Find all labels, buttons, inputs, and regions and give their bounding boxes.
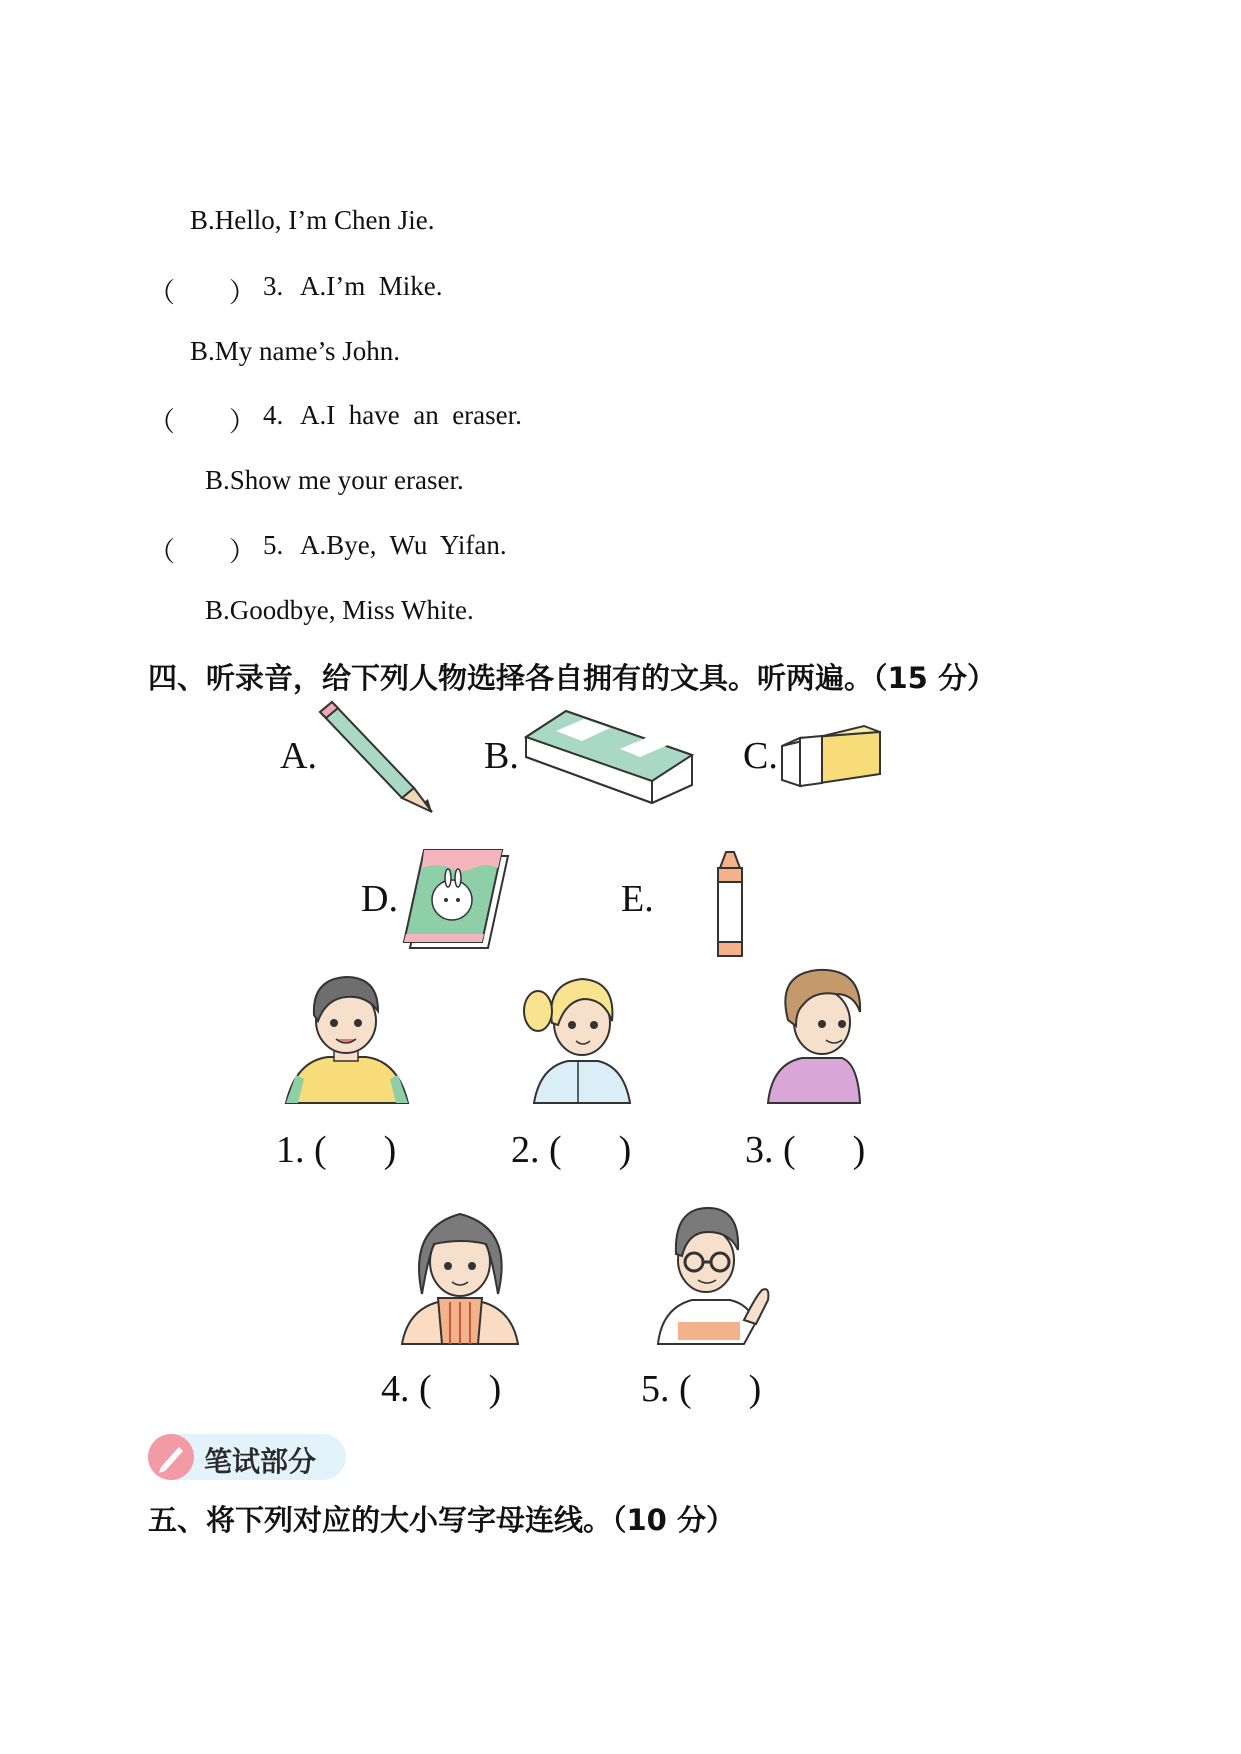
person-answer-3[interactable]: 3. ( ) xyxy=(745,1129,866,1171)
choice-label-c: C. xyxy=(743,735,778,777)
option-a-5: A.Bye, Wu Yifan. xyxy=(300,530,507,560)
option-b-3: B.My name’s John. xyxy=(190,336,401,366)
person-answer-4[interactable]: 4. ( ) xyxy=(381,1368,502,1410)
question-number-5: 5. xyxy=(263,530,284,560)
crayon-icon xyxy=(712,848,748,960)
choice-label-d: D. xyxy=(361,878,398,920)
person-answer-2[interactable]: 2. ( ) xyxy=(511,1129,632,1171)
answer-bracket-4[interactable]: （ ） xyxy=(148,407,256,437)
written-part-badge xyxy=(148,1434,346,1480)
pencil-case-icon xyxy=(518,707,698,807)
person-answer-1[interactable]: 1. ( ) xyxy=(276,1129,397,1171)
question-number-4: 4. xyxy=(263,400,284,430)
girl-blonde-icon xyxy=(520,965,640,1105)
boy-yellow-hoodie-icon xyxy=(282,965,412,1105)
question-number-3: 3. xyxy=(263,271,284,301)
option-b-4: B.Show me your eraser. xyxy=(205,465,464,495)
option-b-5: B.Goodbye, Miss White. xyxy=(205,595,474,625)
option-a-4: A.I have an eraser. xyxy=(300,400,522,430)
choice-label-e: E. xyxy=(621,878,654,920)
notebook-icon xyxy=(400,848,512,958)
section-4-title: 四、听录音，给下列人物选择各自拥有的文具。听两遍。（15 分） xyxy=(148,661,996,695)
section-5-title: 五、将下列对应的大小写字母连线。（10 分） xyxy=(148,1503,735,1537)
boy-curly-hair-icon xyxy=(762,960,874,1105)
option-a-3: A.I’m Mike. xyxy=(300,271,443,301)
option-b-2: B.Hello, I’m Chen Jie. xyxy=(190,205,435,235)
eraser-icon xyxy=(780,722,885,794)
boy-glasses-icon xyxy=(652,1196,774,1346)
pencil-icon xyxy=(310,700,440,815)
choice-label-a: A. xyxy=(280,735,317,777)
written-part-label: 笔试部分 xyxy=(204,1445,317,1478)
girl-scarf-icon xyxy=(398,1198,522,1346)
answer-bracket-3[interactable]: （ ） xyxy=(148,278,256,308)
pencil-badge-icon xyxy=(148,1434,194,1480)
choice-label-b: B. xyxy=(484,735,519,777)
answer-bracket-5[interactable]: （ ） xyxy=(148,537,256,567)
person-answer-5[interactable]: 5. ( ) xyxy=(641,1368,762,1410)
